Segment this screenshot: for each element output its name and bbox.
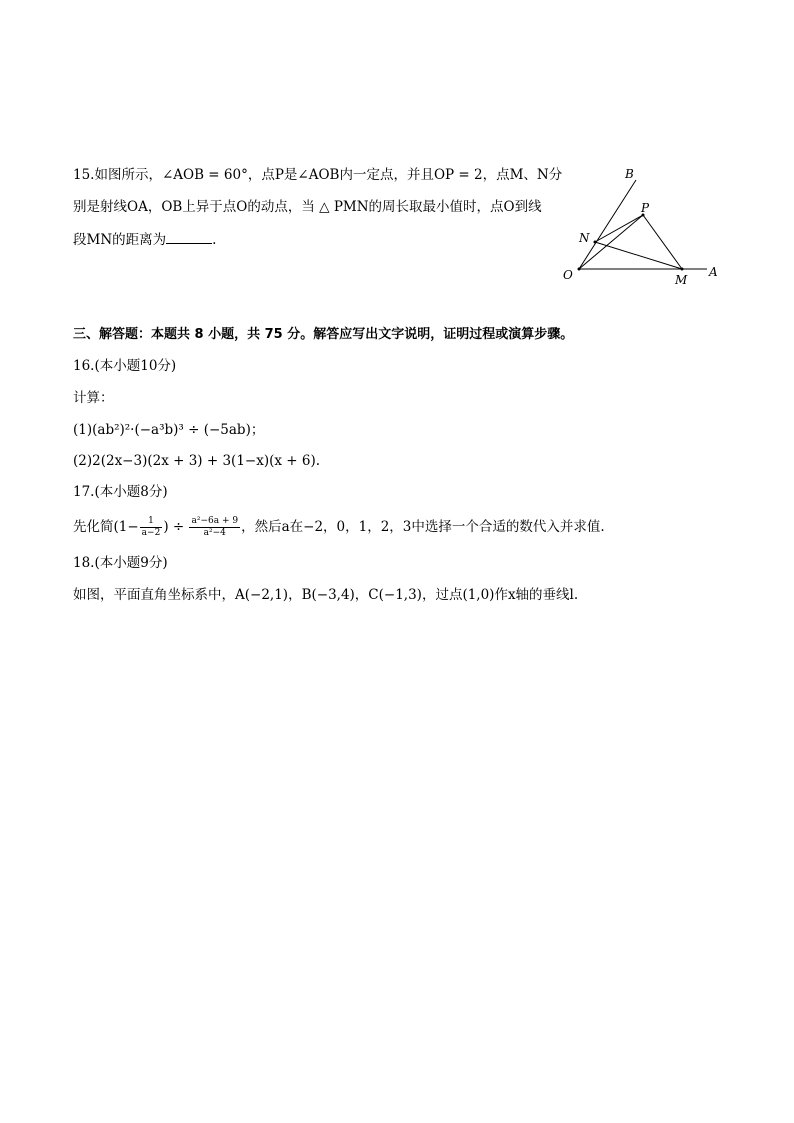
q17-header: 17.(本小题8分)	[73, 484, 168, 500]
label-n: N	[579, 231, 590, 245]
point-m	[681, 268, 684, 271]
frac2-denominator: a²−4	[203, 528, 226, 538]
label-p: P	[641, 201, 650, 215]
q15-line3	[73, 229, 216, 250]
segment-pm	[643, 215, 682, 269]
label-o: O	[563, 268, 573, 282]
q17-expression	[73, 513, 605, 541]
q16-part2: (2)2(2x−3)(2x + 3) + 3(1−x)(x + 6).	[73, 453, 321, 469]
point-o	[578, 268, 581, 271]
label-m: M	[675, 273, 688, 287]
segment-nm	[595, 242, 682, 269]
q18-text: 如图，平面直角坐标系中，A(−2,1)，B(−3,4)，C(−1,3)，过点(1,0)作x轴的垂线l.	[73, 587, 579, 603]
point-n	[594, 241, 597, 244]
q17-fraction-1	[140, 516, 163, 539]
ray-ob	[579, 180, 636, 269]
q16-instruction: 计算：	[73, 390, 114, 406]
q18-header: 18.(本小题9分)	[73, 555, 168, 571]
q16-part1: (1)(ab²)²·(−a³b)³ ÷ (−5ab)；	[73, 422, 265, 438]
q16-header: 16.(本小题10分)	[73, 358, 177, 374]
answer-blank	[166, 229, 212, 244]
q15-line1: 15.如图所示，∠AOB = 60°，点P是∠AOB内一定点，并且OP = 2，点M、N分	[73, 167, 563, 183]
q17-text-after: ，然后a在−2，0，1，2，3中选择一个合适的数代入并求值.	[241, 519, 605, 535]
frac1-denominator: a−2	[141, 528, 161, 538]
q17-fraction-2	[189, 516, 240, 539]
q17-text-before: 先化简(1−	[73, 519, 139, 535]
q15-line2: 别是射线OA，OB上异于点O的动点，当 △ PMN的周长取最小值时，点O到线	[73, 199, 542, 215]
angle-figure	[555, 160, 735, 290]
label-a: A	[709, 265, 718, 279]
frac1-numerator: 1	[140, 516, 163, 528]
q17-text-mid: ) ÷	[163, 519, 189, 535]
q15-line3-prefix: 段MN的距离为	[73, 232, 167, 248]
label-b: B	[625, 167, 634, 181]
section-3-heading: 三、解答题：本题共 8 小题，共 75 分。解答应写出文字说明，证明过程或演算步骤。	[73, 327, 574, 342]
q15-line3-suffix: .	[212, 232, 217, 248]
segment-pn	[595, 215, 643, 242]
frac2-numerator: a²−6a + 9	[191, 516, 239, 526]
